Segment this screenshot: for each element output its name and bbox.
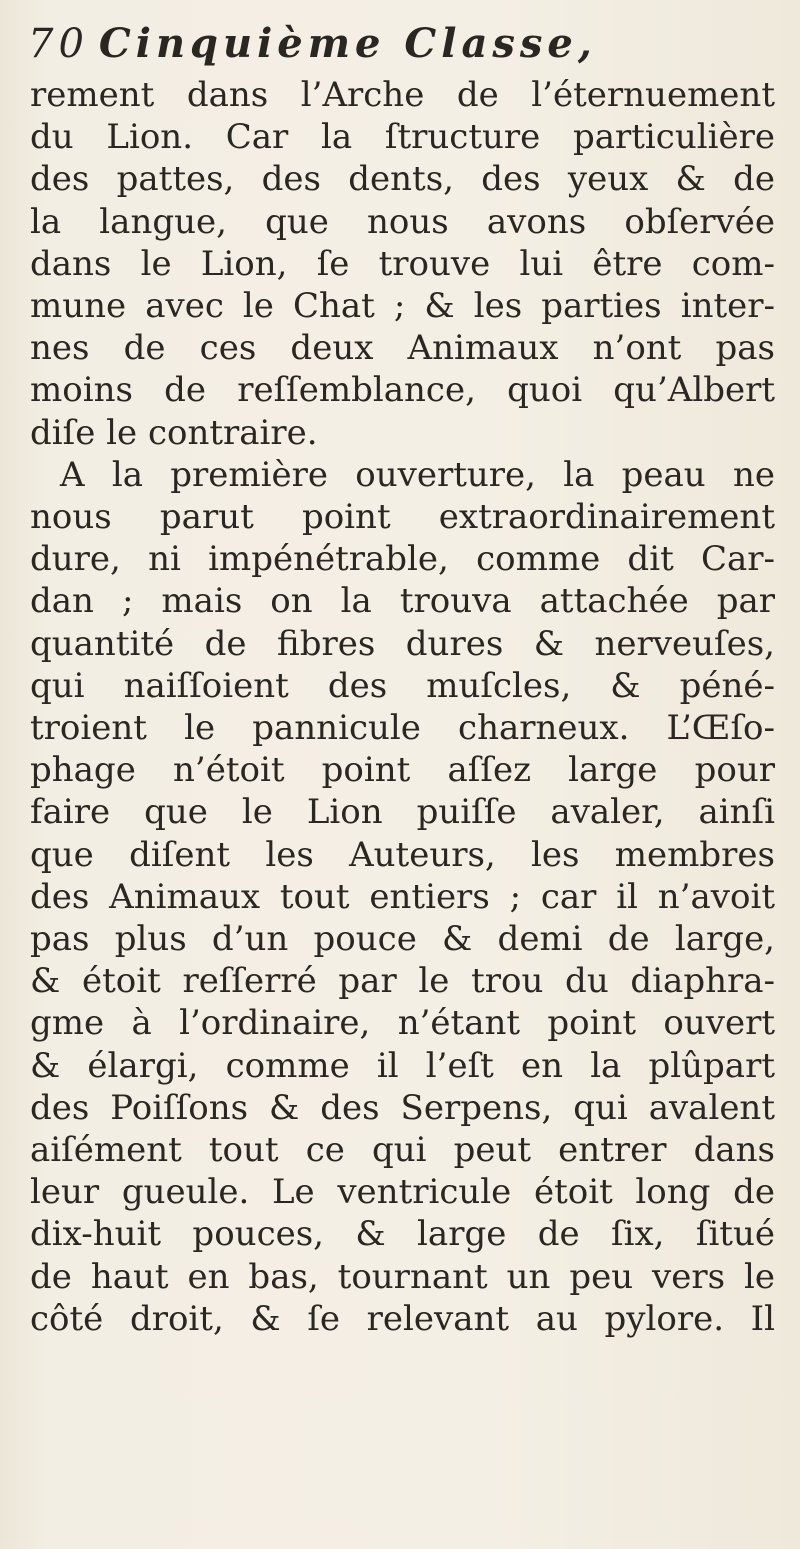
text-line: des Animaux tout entiers ; car il n’avoit xyxy=(30,876,775,917)
running-header xyxy=(28,14,597,74)
text-line: A la première ouverture, la peau ne xyxy=(60,454,775,495)
text-line: qui naiſſoient des muſcles, & péné- xyxy=(30,665,775,706)
text-line: côté droit, & ſe relevant au pylore. Il xyxy=(30,1298,775,1339)
text-line: dix-huit pouces, & large de ſix, ſitué xyxy=(30,1214,775,1255)
text-line: du Lion. Car la ſtructure particulière xyxy=(30,117,775,158)
text-line: mune avec le Chat ; & les parties inter- xyxy=(30,286,775,327)
text-line: nous parut point extraordinairement xyxy=(30,497,775,538)
text-line: pas plus d’un pouce & demi de large, xyxy=(30,919,775,960)
text-line: gme à l’ordinaire, n’étant point ouvert xyxy=(30,1003,775,1044)
text-line: aiſément tout ce qui peut entrer dans xyxy=(30,1130,775,1171)
text-line: & étoit reſſerré par le trou du diaphra- xyxy=(30,961,775,1002)
text-line: leur gueule. Le ventricule étoit long de xyxy=(30,1172,775,1213)
text-line: nes de ces deux Animaux n’ont pas xyxy=(30,328,775,369)
text-line: quantité de fibres dures & nerveuſes, xyxy=(30,623,775,664)
text-line: la langue, que nous avons obſervée xyxy=(30,201,775,242)
text-line: rement dans l’Arche de l’éternuement xyxy=(30,75,775,115)
text-line: dure, ni impénétrable, comme dit Car- xyxy=(30,539,775,580)
paragraph-1 xyxy=(30,74,775,454)
text-line: faire que le Lion puiſſe avaler, ainſi xyxy=(30,792,775,833)
paragraph-2 xyxy=(30,454,775,1340)
page-number: 70 xyxy=(28,21,89,67)
running-title: Cinquième Classe, xyxy=(98,20,597,67)
text-line: dans le Lion, ſe trouve lui être com- xyxy=(30,243,775,284)
text-line: dan ; mais on la trouva attachée par xyxy=(30,581,775,622)
text-line: que diſent les Auteurs, les membres xyxy=(30,834,775,875)
text-line: troient le pannicule charneux. L’Œſo- xyxy=(30,708,775,749)
body-text xyxy=(30,74,775,1340)
text-line: phage n’étoit point aſſez large pour xyxy=(30,750,775,791)
text-line: des pattes, des dents, des yeux & de xyxy=(30,159,775,200)
text-line: de haut en bas, tournant un peu vers le xyxy=(30,1256,775,1297)
text-line: moins de reſſemblance, quoi qu’Albert xyxy=(30,370,775,411)
text-line: & élargi, comme il l’eſt en la plûpart xyxy=(30,1045,775,1086)
text-line: des Poiſſons & des Serpens, qui avalent xyxy=(30,1087,775,1128)
text-line: diſe le contraire. xyxy=(30,412,318,453)
